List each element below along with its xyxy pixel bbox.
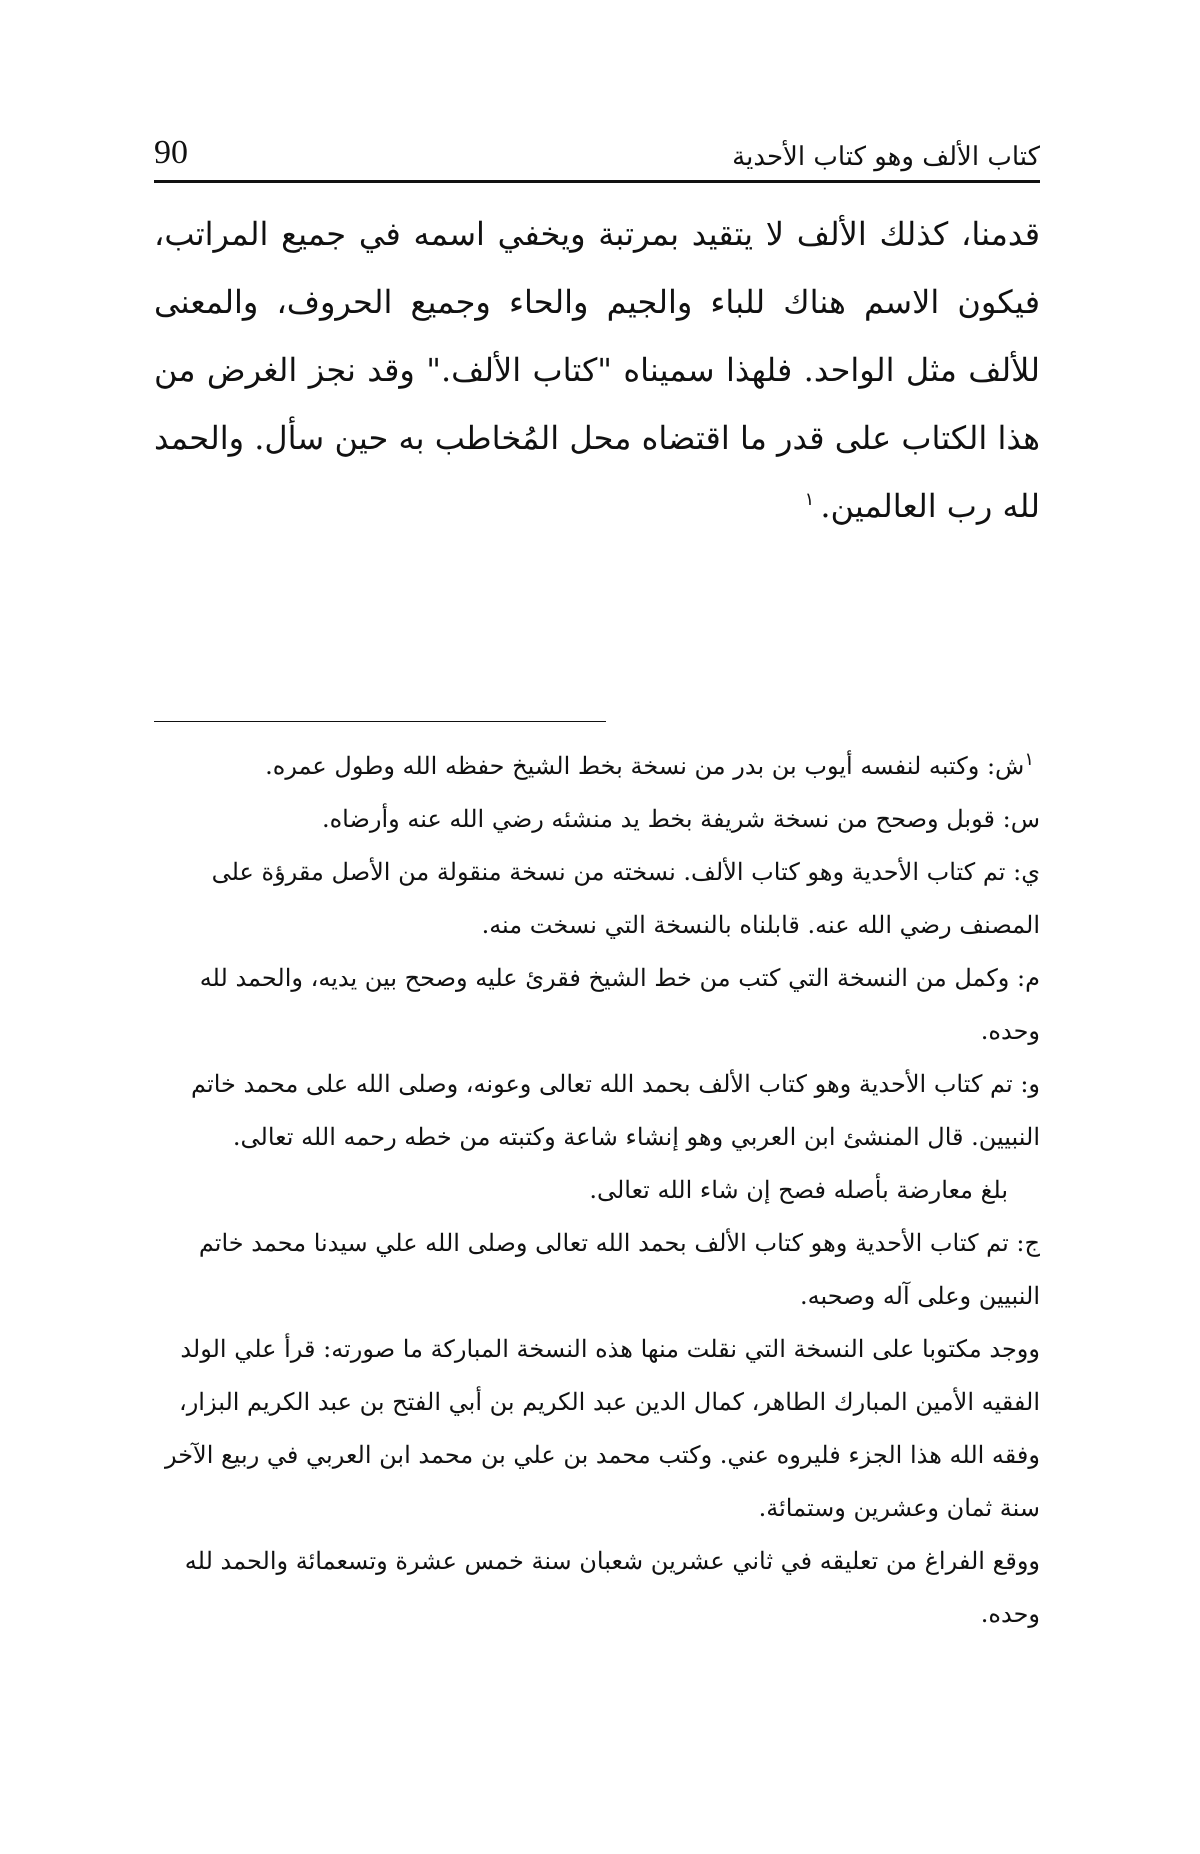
footnote-text: وكتبه لنفسه أيوب بن بدر من نسخة بخط الشيخ حفظه الله وطول عمره. bbox=[265, 752, 980, 780]
page-number: 90 bbox=[154, 134, 188, 171]
document-page bbox=[154, 0, 1040, 1854]
footnote-separator bbox=[154, 721, 606, 722]
footnote-s bbox=[154, 793, 1040, 846]
footnote-text: تم كتاب الأحدية وهو كتاب الألف بحمد الله تعالى وصلى الله علي سيدنا محمد خاتم النبيين وعلى آله وصحبه. bbox=[198, 1229, 1040, 1310]
main-paragraph bbox=[154, 200, 1040, 540]
footnotes bbox=[154, 740, 1040, 1641]
footnote-j bbox=[154, 1217, 1040, 1323]
main-paragraph-text: قدمنا، كذلك الألف لا يتقيد بمرتبة ويخفي اسمه في جميع المراتب، فيكون الاسم هناك للباء والجيم والحاء وجميع الحروف، والمعنى للألف مثل الواحد. فلهذا سميناه "كتاب الألف." وقد نجز الغرض من هذا الكتاب على قدر ما اقتضاه محل المُخاطب به حين سأل. والحمد لله رب العالمين. bbox=[154, 215, 1041, 525]
footnote-extra: بلغ معارضة بأصله فصح إن شاء الله تعالى. bbox=[589, 1176, 1008, 1204]
header-rule bbox=[154, 180, 1040, 183]
footnote-text: تم كتاب الأحدية وهو كتاب الألف. نسخته من نسخة منقولة من الأصل مقرؤة على المصنف رضي الله عنه. قابلناه بالنسخة التي نسخت منه. bbox=[211, 858, 1040, 939]
footnote-label: ج: bbox=[1016, 1229, 1040, 1257]
footnote-label: و: bbox=[1020, 1070, 1040, 1098]
main-text bbox=[154, 200, 1040, 540]
footnote-y bbox=[154, 846, 1040, 952]
page-header bbox=[154, 128, 1040, 172]
footnote-sh bbox=[154, 740, 1040, 793]
footnote-marker: ١ bbox=[1024, 749, 1034, 770]
footnote-w bbox=[154, 1058, 1040, 1217]
footnote-label: م: bbox=[1017, 964, 1040, 992]
footnote-label: ش: bbox=[986, 752, 1025, 780]
footnote-text: تم كتاب الأحدية وهو كتاب الألف بحمد الله تعالى وعونه، وصلى الله على محمد خاتم النبيين. قال المنشئ ابن العربي وهو إنشاء شاعة وكتبته من خطه رحمه الله تعالى. bbox=[191, 1070, 1040, 1151]
footnote-label: س: bbox=[1002, 805, 1040, 833]
footnote-text: قوبل وصحح من نسخة شريفة بخط يد منشئه رضي الله عنه وأرضاه. bbox=[321, 805, 995, 833]
running-title: كتاب الألف وهو كتاب الأحدية bbox=[732, 142, 1040, 172]
footnote-label: ي: bbox=[1013, 858, 1040, 886]
completion-paragraph: ووقع الفراغ من تعليقه في ثاني عشرين شعبان سنة خمس عشرة وتسعمائة والحمد لله وحده. bbox=[184, 1547, 1040, 1628]
footnote-text: وكمل من النسخة التي كتب من خط الشيخ فقرئ عليه وصحح بين يديه، والحمد لله وحده. bbox=[199, 964, 1040, 1045]
footnote-reference[interactable]: ١ bbox=[804, 489, 815, 511]
colophon-paragraph: ووجد مكتوبا على النسخة التي نقلت منها هذه النسخة المباركة ما صورته: قرأ علي الولد الفقيه الأمين المبارك الطاهر، كمال الدين عبد الكريم بن أبي الفتح بن عبد الكريم البزار، وفقه الله هذا الجزء فليروه عني. وكتب محمد بن علي بن محمد ابن العربي في ربيع الآخر سنة ثمان وعشرين وستمائة. bbox=[164, 1335, 1040, 1522]
footnote-m bbox=[154, 952, 1040, 1058]
